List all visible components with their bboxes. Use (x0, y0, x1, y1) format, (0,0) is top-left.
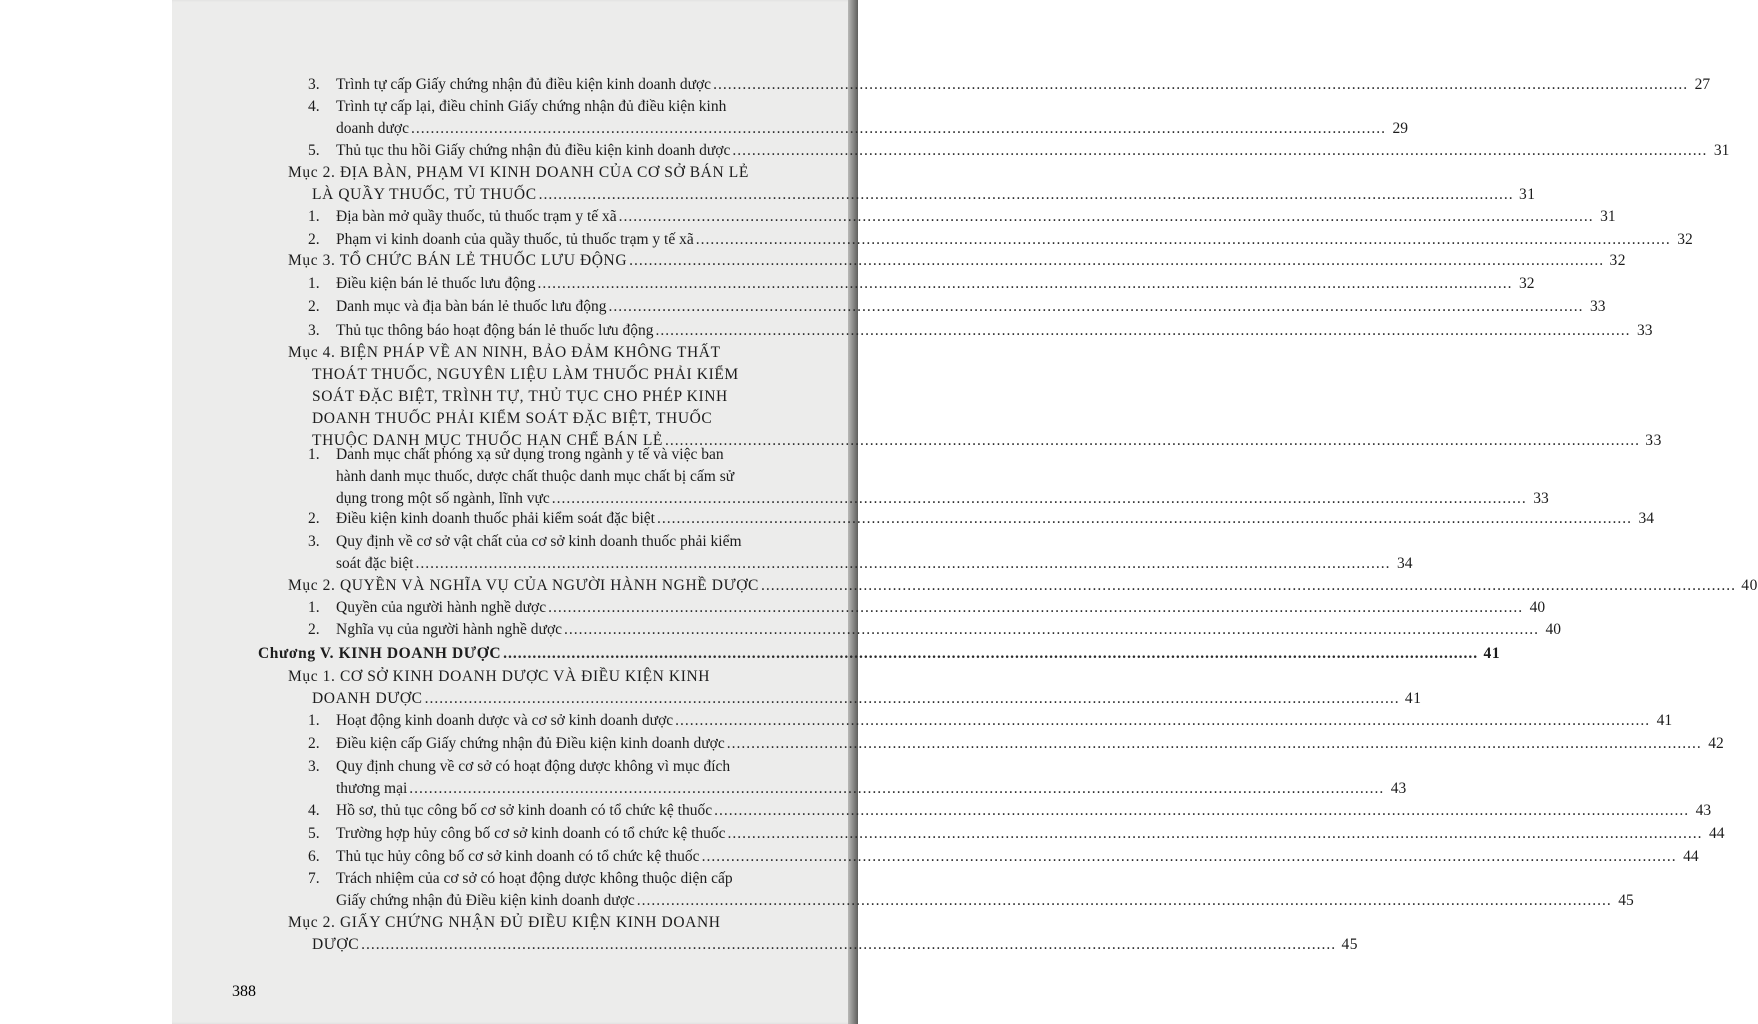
toc-page-ref: 44 (1709, 825, 1725, 842)
toc-section-line (312, 408, 832, 430)
toc-item-line (336, 710, 1673, 732)
entry-number: 1. (308, 208, 320, 225)
toc-page-ref: 40 (1529, 599, 1546, 616)
toc-entry-text: Quyền của người hành nghề dược (336, 599, 547, 616)
toc-entry-text: Mục 4. BIỆN PHÁP VỀ AN NINH, BẢO ĐẢM KHÔNG THẤT (288, 344, 721, 361)
dot-leader: ........................................................................................................................................................................................................ (424, 690, 1400, 707)
toc-item-line (336, 800, 1712, 822)
toc-section-line (288, 250, 1627, 272)
toc-item-line (336, 320, 1653, 342)
toc-entry-text: thương mại (336, 780, 408, 797)
toc-item-line (336, 466, 832, 488)
toc-item-line (336, 846, 1699, 868)
toc-item-line (336, 206, 1616, 228)
toc-entry-text: Hoạt động kinh doanh dược và cơ sở kinh doanh dược (336, 712, 674, 729)
toc-page-ref: 41 (1656, 712, 1673, 729)
toc-page-ref: 31 (1600, 208, 1616, 225)
toc-entry-text: Nghĩa vụ của người hành nghề dược (336, 621, 563, 638)
toc-entry-text: Danh mục chất phóng xạ sử dụng trong ngành y tế và việc ban (336, 446, 724, 463)
dot-leader: ........................................................................................................................................................................................................ (548, 599, 1524, 616)
dot-leader: ........................................................................................................................................................................................................ (726, 735, 1702, 752)
toc-entry-text: Chương V. KINH DOANH DƯỢC (258, 645, 502, 662)
toc-item-line (336, 619, 1562, 641)
toc-page-ref: 32 (1519, 275, 1535, 292)
toc-item-line (336, 508, 1654, 530)
entry-number: 5. (308, 825, 320, 842)
toc-entry-text: Mục 2. ĐỊA BÀN, PHẠM VI KINH DOANH CỦA CƠ SỞ BÁN LẺ (288, 164, 749, 181)
dot-leader: ........................................................................................................................................................................................................ (538, 186, 1514, 203)
toc-section-line (312, 364, 832, 386)
toc-page-ref: 31 (1713, 142, 1730, 159)
toc-page-ref: 45 (1341, 936, 1359, 953)
toc-entry-text: Trường hợp hủy công bố cơ sở kinh doanh có tổ chức kệ thuốc (336, 825, 726, 842)
entry-number: 3. (308, 76, 320, 93)
toc-entry-text: Trình tự cấp Giấy chứng nhận đủ điều kiện kinh doanh dược (336, 76, 712, 93)
entry-number: 1. (308, 275, 320, 292)
dot-leader: ........................................................................................................................................................................................................ (656, 510, 1632, 527)
dot-leader: ........................................................................................................................................................................................................ (537, 275, 1513, 292)
toc-item-line (336, 296, 1606, 318)
dot-leader: ........................................................................................................................................................................................................ (760, 577, 1736, 594)
toc-item-line (336, 778, 1407, 800)
toc-entry-text: DOANH THUỐC PHẢI KIỂM SOÁT ĐẶC BIỆT, THUỐC (312, 410, 713, 427)
toc-page-ref: 43 (1695, 802, 1712, 819)
toc-item-line (336, 553, 1413, 575)
toc-page-ref: 29 (1392, 120, 1408, 137)
toc-page-ref: 32 (1609, 252, 1627, 269)
dot-leader: ........................................................................................................................................................................................................ (664, 432, 1640, 449)
dot-leader: ........................................................................................................................................................................................................ (361, 936, 1337, 953)
entry-number: 1. (308, 446, 320, 463)
entry-number: 1. (308, 712, 320, 729)
toc-page-ref: 44 (1683, 848, 1699, 865)
toc-section-line (312, 184, 1536, 206)
toc-entry-text: hành danh mục thuốc, dược chất thuộc danh mục chất bị cấm sử (336, 468, 735, 485)
toc-entry-text: Quy định về cơ sở vật chất của cơ sở kinh doanh thuốc phải kiểm (336, 533, 742, 550)
dot-leader: ........................................................................................................................................................................................................ (636, 892, 1612, 909)
dot-leader: ........................................................................................................................................................................................................ (701, 848, 1677, 865)
toc-chapter-line (258, 643, 1501, 665)
dot-leader: ........................................................................................................................................................................................................ (409, 780, 1385, 797)
toc-entry-text: Giấy chứng nhận đủ Điều kiện kinh doanh dược (336, 892, 635, 909)
toc-entry-text: Danh mục và địa bàn bán lẻ thuốc lưu động (336, 298, 607, 315)
toc-entry-text: Phạm vi kinh doanh của quầy thuốc, tủ thuốc trạm y tế xã (336, 231, 694, 248)
toc-section-line (312, 386, 832, 408)
toc-entry-text: Điều kiện cấp Giấy chứng nhận đủ Điều kiện kinh doanh dược (336, 735, 725, 752)
toc-entry-text: Trình tự cấp lại, điều chỉnh Giấy chứng nhận đủ điều kiện kinh (336, 98, 727, 115)
toc-entry-text: Quy định chung về cơ sở có hoạt động dược không vì mục đích (336, 758, 731, 775)
dot-leader: ........................................................................................................................................................................................................ (503, 645, 1479, 662)
toc-page-ref: 32 (1677, 231, 1693, 248)
dot-leader: ........................................................................................................................................................................................................ (410, 120, 1386, 137)
dot-leader: ........................................................................................................................................................................................................ (564, 621, 1540, 638)
dot-leader: ........................................................................................................................................................................................................ (618, 208, 1594, 225)
toc-entry-text: SOÁT ĐẶC BIỆT, TRÌNH TỰ, THỦ TỤC CHO PHÉP KINH (312, 388, 728, 405)
toc-entry-text: Điều kiện bán lẻ thuốc lưu động (336, 275, 536, 292)
toc-item-line (336, 890, 1634, 912)
entry-number: 4. (308, 98, 320, 115)
toc-page-ref: 31 (1518, 186, 1536, 203)
dot-leader: ........................................................................................................................................................................................................ (714, 802, 1690, 819)
toc-item-line (336, 96, 832, 118)
toc-section-line (288, 912, 832, 934)
entry-number: 2. (308, 621, 320, 638)
dot-leader: ........................................................................................................................................................................................................ (695, 231, 1671, 248)
dot-leader: ........................................................................................................................................................................................................ (727, 825, 1703, 842)
toc-page-ref: 40 (1741, 577, 1758, 594)
toc-page-ref: 33 (1590, 298, 1606, 315)
toc-entry-text: LÀ QUẦY THUỐC, TỦ THUỐC (312, 186, 537, 203)
entry-number: 7. (308, 870, 320, 887)
toc-page-ref: 33 (1645, 432, 1662, 449)
toc-entry-text: Mục 2. QUYỀN VÀ NGHĨA VỤ CỦA NGƯỜI HÀNH NGHỀ DƯỢC (288, 577, 759, 594)
toc-entry-text: DƯỢC (312, 936, 360, 953)
toc-item-line (336, 733, 1724, 755)
toc-page-ref: 34 (1396, 555, 1413, 572)
toc-entry-text: THOÁT THUỐC, NGUYÊN LIỆU LÀM THUỐC PHẢI KIỂM (312, 366, 739, 383)
entry-number: 2. (308, 510, 320, 527)
toc-item-line (336, 273, 1535, 295)
entry-number: 3. (308, 533, 320, 550)
toc-entry-text: soát đặc biệt (336, 555, 414, 572)
toc-page-ref: 41 (1483, 645, 1501, 662)
toc-entry-text: Địa bàn mở quầy thuốc, tủ thuốc trạm y tế xã (336, 208, 617, 225)
toc-entry-text: Điều kiện kinh doanh thuốc phải kiểm soát đặc biệt (336, 510, 655, 527)
toc-entry-text: Mục 1. CƠ SỞ KINH DOANH DƯỢC VÀ ĐIỀU KIỆN KINH (288, 668, 711, 685)
toc-entry-text: Thủ tục thông báo hoạt động bán lẻ thuốc lưu động (336, 322, 654, 339)
toc-page-ref: 33 (1533, 490, 1549, 507)
toc-entry-text: dụng trong một số ngành, lĩnh vực (336, 490, 550, 507)
dot-leader: ........................................................................................................................................................................................................ (629, 252, 1605, 269)
toc-page-ref: 45 (1618, 892, 1634, 909)
dot-leader: ........................................................................................................................................................................................................ (713, 76, 1689, 93)
toc-item-line (336, 140, 1730, 162)
toc-item-line (336, 118, 1408, 140)
toc-section-line (312, 688, 1422, 710)
toc-item-line (336, 597, 1546, 619)
dot-leader: ........................................................................................................................................................................................................ (732, 142, 1708, 159)
toc-section-line (288, 666, 832, 688)
toc-item-line (336, 229, 1693, 251)
dot-leader: ........................................................................................................................................................................................................ (551, 490, 1527, 507)
toc-entry-text: Thủ tục thu hồi Giấy chứng nhận đủ điều kiện kinh doanh dược (336, 142, 731, 159)
toc-page-ref: 33 (1637, 322, 1653, 339)
toc-page-ref: 42 (1708, 735, 1724, 752)
toc-entry-text: DOANH DƯỢC (312, 690, 423, 707)
entry-number: 2. (308, 298, 320, 315)
entry-number: 3. (308, 758, 320, 775)
toc-item-line (336, 531, 832, 553)
entry-number: 2. (308, 231, 320, 248)
dot-leader: ........................................................................................................................................................................................................ (655, 322, 1631, 339)
toc-item-line (336, 823, 1725, 845)
toc-section-line (288, 575, 1758, 597)
toc-section-line (288, 342, 832, 364)
toc-item-line (336, 74, 1711, 96)
entry-number: 6. (308, 848, 320, 865)
toc-section-line (312, 934, 1359, 956)
entry-number: 1. (308, 599, 320, 616)
dot-leader: ........................................................................................................................................................................................................ (675, 712, 1651, 729)
toc-page-ref: 43 (1390, 780, 1407, 797)
toc-entry-text: Hồ sơ, thủ tục công bố cơ sở kinh doanh có tổ chức kệ thuốc (336, 802, 713, 819)
toc-item-line (336, 444, 832, 466)
dot-leader: ........................................................................................................................................................................................................ (608, 298, 1584, 315)
toc-page-ref: 41 (1404, 690, 1422, 707)
toc-entry-text: THUỘC DANH MỤC THUỐC HẠN CHẾ BÁN LẺ (312, 432, 663, 449)
entry-number: 3. (308, 322, 320, 339)
entry-number: 5. (308, 142, 320, 159)
entry-number: 2. (308, 735, 320, 752)
toc-entry-text: Mục 3. TỔ CHỨC BÁN LẺ THUỐC LƯU ĐỘNG (288, 252, 628, 269)
toc-page-ref: 27 (1694, 76, 1711, 93)
toc-entry-text: Trách nhiệm của cơ sở có hoạt động dược không thuộc diện cấp (336, 870, 733, 887)
dot-leader: ........................................................................................................................................................................................................ (415, 555, 1391, 572)
toc-page-ref: 34 (1638, 510, 1654, 527)
toc-item-line (336, 868, 832, 890)
toc-entry-text: Thủ tục hủy công bố cơ sở kinh doanh có tổ chức kệ thuốc (336, 848, 700, 865)
entry-number: 4. (308, 802, 320, 819)
page-number: 388 (232, 983, 256, 1000)
toc-entry-text: doanh dược (336, 120, 409, 137)
toc-item-line (336, 488, 1549, 510)
toc-item-line (336, 756, 832, 778)
toc-entry-text: Mục 2. GIẤY CHỨNG NHẬN ĐỦ ĐIỀU KIỆN KINH DOANH (288, 914, 721, 931)
toc-section-line (288, 162, 832, 184)
toc-page-ref: 40 (1545, 621, 1562, 638)
